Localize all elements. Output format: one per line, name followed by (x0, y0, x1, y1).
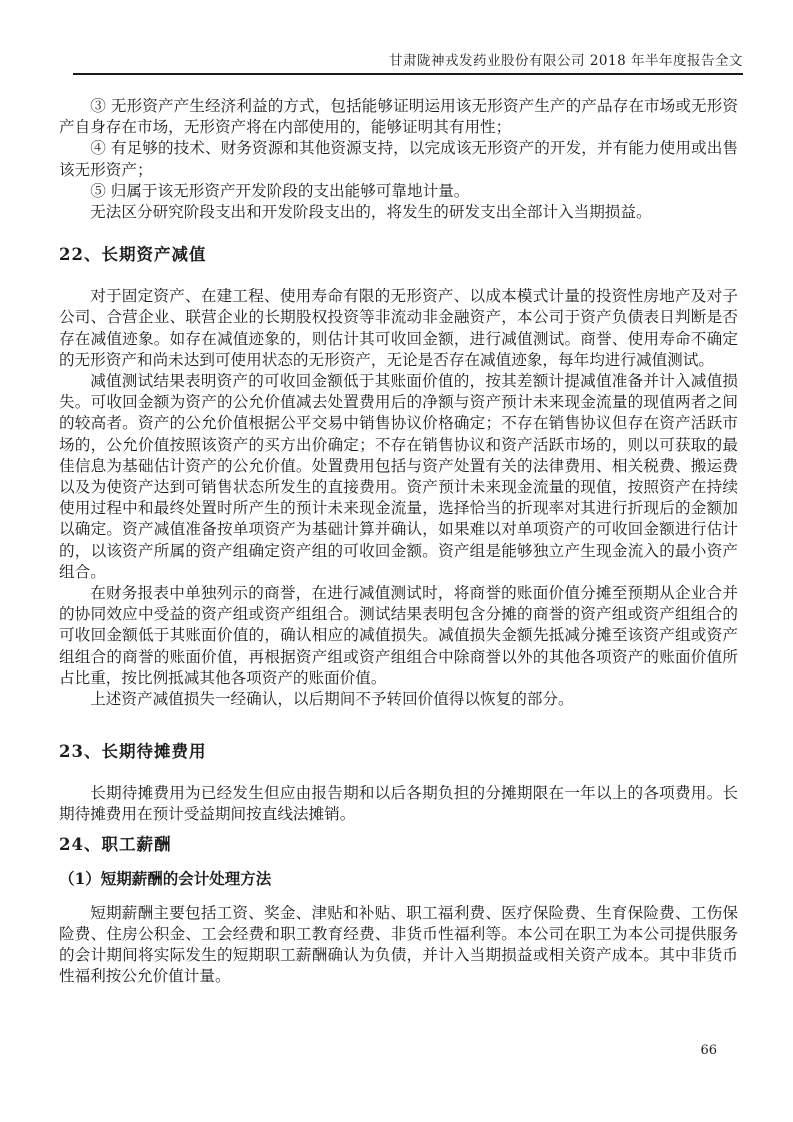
page-number: 66 (700, 1043, 717, 1058)
section-22-paragraph-3: 在财务报表中单独列示的商誉，在进行减值测试时，将商誉的账面价值分摊至预期从企业合并的协同效应中受益的资产组或资产组组合。测试结果表明包含分摊的商誉的资产组或资产组组合的可收回金额低于其账面价值的，确认相应的减值损失。减值损失金额先抵减分摊至该资产组或资产组组合的商誉的账面价值，再根据资产组或资产组组合中除商誉以外的其他各项资产的账面价值所占比重，按比例抵减其他各项资产的账面价值。 (59, 584, 738, 687)
page-header (73, 53, 743, 75)
section-22-heading: 22、长期资产减值 (59, 245, 207, 265)
intangible-criteria-item-5: ⑤ 归属于该无形资产开发阶段的支出能够可靠地计量。 (90, 181, 470, 200)
section-23-heading: 23、长期待摊费用 (59, 742, 207, 762)
section-22-paragraph-4: 上述资产减值损失一经确认，以后期间不予转回价值得以恢复的部分。 (90, 690, 574, 709)
intangible-criteria-item-3: ③ 无形资产产生经济利益的方式，包括能够证明运用该无形资产生产的产品存在市场或无形资产自身存在市场，无形资产将在内部使用的，能够证明其有用性； (59, 97, 738, 137)
section-22-paragraph-1: 对于固定资产、在建工程、使用寿命有限的无形资产、以成本模式计量的投资性房地产及对子公司、合营企业、联营企业的长期股权投资等非流动非金融资产，本公司于资产负债表日判断是否存在减值迹象。如存在减值迹象的，则估计其可收回金额，进行减值测试。商誉、使用寿命不确定的无形资产和尚未达到可使用状态的无形资产，无论是否存在减值迹象，每年均进行减值测试。 (59, 287, 738, 369)
intangible-criteria-note: 无法区分研究阶段支出和开发阶段支出的，将发生的研发支出全部计入当期损益。 (90, 203, 652, 222)
section-22-paragraph-2: 减值测试结果表明资产的可收回金额低于其账面价值的，按其差额计提减值准备并计入减值损失。可收回金额为资产的公允价值减去处置费用后的净额与资产预计未来现金流量的现值两者之间的较高者。资产的公允价值根据公平交易中销售协议价格确定；不存在销售协议但存在资产活跃市场的，公允价值按照该资产的买方出价确定；不存在销售协议和资产活跃市场的，则以可获取的最佳信息为基础估计资产的公允价值。处置费用包括与资产处置有关的法律费用、相关税费、搬运费以及为使资产达到可销售状态所发生的直接费用。资产预计未来现金流量的现值，按照资产在持续使用过程中和最终处置时所产生的预计未来现金流量，选择恰当的折现率对其进行折现后的金额加以确定。资产减值准备按单项资产为基础计算并确认，如果难以对单项资产的可收回金额进行估计的，以该资产所属的资产组确定资产组的可收回金额。资产组是能够独立产生现金流入的最小资产组合。 (59, 372, 738, 581)
section-24-sub-heading-1: （1）短期薪酬的会计处理方法 (59, 868, 272, 888)
section-23-paragraph-1: 长期待摊费用为已经发生但应由报告期和以后各期负担的分摊期限在一年以上的各项费用。长期待摊费用在预计受益期间按直线法摊销。 (59, 784, 738, 824)
header-title: 甘肃陇神戎发药业股份有限公司 2018 年半年度报告全文 (389, 53, 743, 69)
page-content (59, 96, 738, 988)
intangible-criteria-item-4: ④ 有足够的技术、财务资源和其他资源支持，以完成该无形资产的开发，并有能力使用或出售该无形资产； (59, 139, 738, 179)
section-24-heading: 24、职工薪酬 (59, 834, 172, 854)
section-24-paragraph-1: 短期薪酬主要包括工资、奖金、津贴和补贴、职工福利费、医疗保险费、生育保险费、工伤保险费、住房公积金、工会经费和职工教育经费、非货币性福利等。本公司在职工为本公司提供服务的会计期间将实际发生的短期职工薪酬确认为负债，并计入当期损益或相关资产成本。其中非货币性福利按公允价值计量。 (59, 903, 738, 986)
page-footer (700, 1043, 717, 1058)
